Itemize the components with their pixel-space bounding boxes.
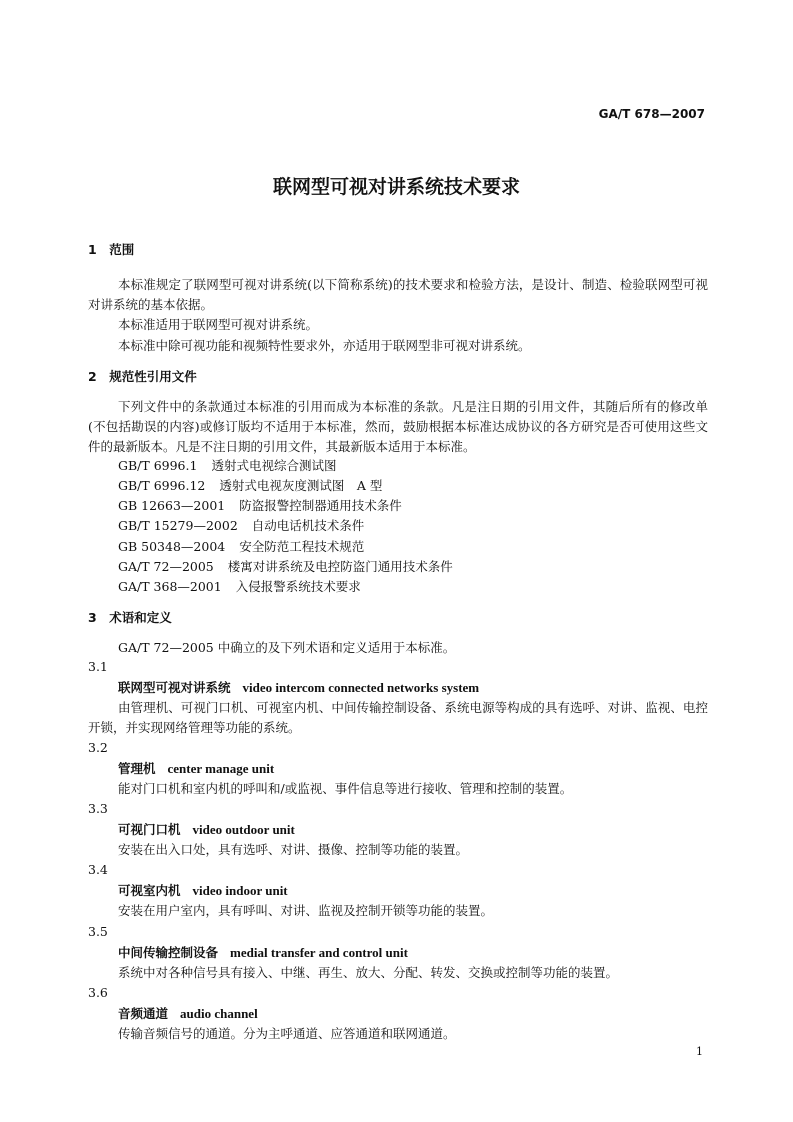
term-chinese: 可视室内机 <box>118 883 181 898</box>
reference-title: 自动电话机技术条件 <box>251 518 365 533</box>
reference-code: GA/T 72—2005 <box>118 559 214 574</box>
term-english: audio channel <box>180 1006 258 1021</box>
reference-code: GB 50348—2004 <box>118 539 226 554</box>
reference-item <box>118 476 382 496</box>
reference-title: 入侵报警系统技术要求 <box>235 579 361 594</box>
section-2-heading: 2 规范性引用文件 <box>88 369 197 384</box>
reference-code: GB 12663—2001 <box>118 498 226 513</box>
section-1-paragraph: 本标准规定了联网型可视对讲系统(以下简称系统)的技术要求和检验方法，是设计、制造、检验联网型可视对讲系统的基本依据。 <box>88 277 708 312</box>
term-definition: 传输音频信号的通道。分为主呼通道、应答通道和联网通道。 <box>118 1026 456 1041</box>
page-title: 联网型可视对讲系统技术要求 <box>272 176 520 198</box>
reference-item <box>118 537 364 557</box>
section-1-paragraph: 本标准适用于联网型可视对讲系统。 <box>118 317 319 332</box>
standard-number: GA/T 678—2007 <box>598 107 705 121</box>
section-1-paragraph: 本标准中除可视功能和视频特性要求外，亦适用于联网型非可视对讲系统。 <box>118 338 531 353</box>
term-chinese: 可视门口机 <box>118 822 181 837</box>
reference-title: 透射式电视综合测试图 <box>211 458 337 473</box>
reference-code: GA/T 368—2001 <box>118 579 222 594</box>
term-chinese: 联网型可视对讲系统 <box>118 680 231 695</box>
term-definition: 由管理机、可视门口机、可视室内机、中间传输控制设备、系统电源等构成的具有选呼、对讲、监视、电控开锁，并实现网络管理等功能的系统。 <box>88 700 708 735</box>
term-english: center manage unit <box>167 761 275 776</box>
term-english: video outdoor unit <box>192 822 295 837</box>
term-english: video intercom connected networks system <box>242 680 480 695</box>
reference-item <box>118 516 364 536</box>
term-definition: 系统中对各种信号具有接入、中继、再生、放大、分配、转发、交换或控制等功能的装置。 <box>118 965 619 980</box>
reference-title: 安全防范工程技术规范 <box>239 539 365 554</box>
term-number: 3.5 <box>88 924 108 939</box>
term-english: medial transfer and control unit <box>230 945 408 960</box>
section-2-paragraph: 下列文件中的条款通过本标准的引用而成为本标准的条款。凡是注日期的引用文件，其随后所有的修改单(不包括勘误的内容)或修订版均不适用于本标准，然而，鼓励根据本标准达成协议的各方研究是否可使用这些文件的最新版本。凡是不注日期的引用文件，其最新版本适用于本标准。 <box>88 399 708 454</box>
term-heading <box>118 881 288 901</box>
reference-item <box>118 496 402 516</box>
term-number: 3.2 <box>88 740 108 755</box>
term-chinese: 音频通道 <box>118 1006 169 1021</box>
term-english: video indoor unit <box>192 883 288 898</box>
reference-code: GB/T 6996.12 <box>118 478 206 493</box>
section-3-heading: 3 术语和定义 <box>88 610 172 625</box>
term-heading <box>118 820 295 840</box>
reference-title: 楼寓对讲系统及电控防盗门通用技术条件 <box>227 559 453 574</box>
term-number: 3.6 <box>88 985 108 1000</box>
term-number: 3.4 <box>88 862 108 877</box>
reference-code: GB/T 15279—2002 <box>118 518 238 533</box>
page-number: 1 <box>696 1045 703 1058</box>
term-heading <box>118 759 274 779</box>
reference-item <box>118 456 336 476</box>
reference-item <box>118 557 453 577</box>
term-chinese: 中间传输控制设备 <box>118 945 219 960</box>
term-definition: 能对门口机和室内机的呼叫和/或监视、事件信息等进行接收、管理和控制的装置。 <box>118 781 573 796</box>
term-number: 3.1 <box>88 659 108 674</box>
section-3-paragraph: GA/T 72—2005 中确立的及下列术语和定义适用于本标准。 <box>118 640 456 655</box>
term-heading <box>118 943 408 963</box>
reference-item <box>118 577 361 597</box>
term-heading <box>118 1004 258 1024</box>
section-1-heading: 1 范围 <box>88 242 135 257</box>
reference-code: GB/T 6996.1 <box>118 458 198 473</box>
term-definition: 安装在用户室内，具有呼叫、对讲、监视及控制开锁等功能的装置。 <box>118 903 494 918</box>
reference-title: 透射式电视灰度测试图 A 型 <box>219 478 383 493</box>
term-heading <box>118 678 479 698</box>
term-chinese: 管理机 <box>118 761 156 776</box>
term-number: 3.3 <box>88 801 108 816</box>
reference-title: 防盗报警控制器通用技术条件 <box>239 498 402 513</box>
term-definition: 安装在出入口处，具有选呼、对讲、摄像、控制等功能的装置。 <box>118 842 469 857</box>
